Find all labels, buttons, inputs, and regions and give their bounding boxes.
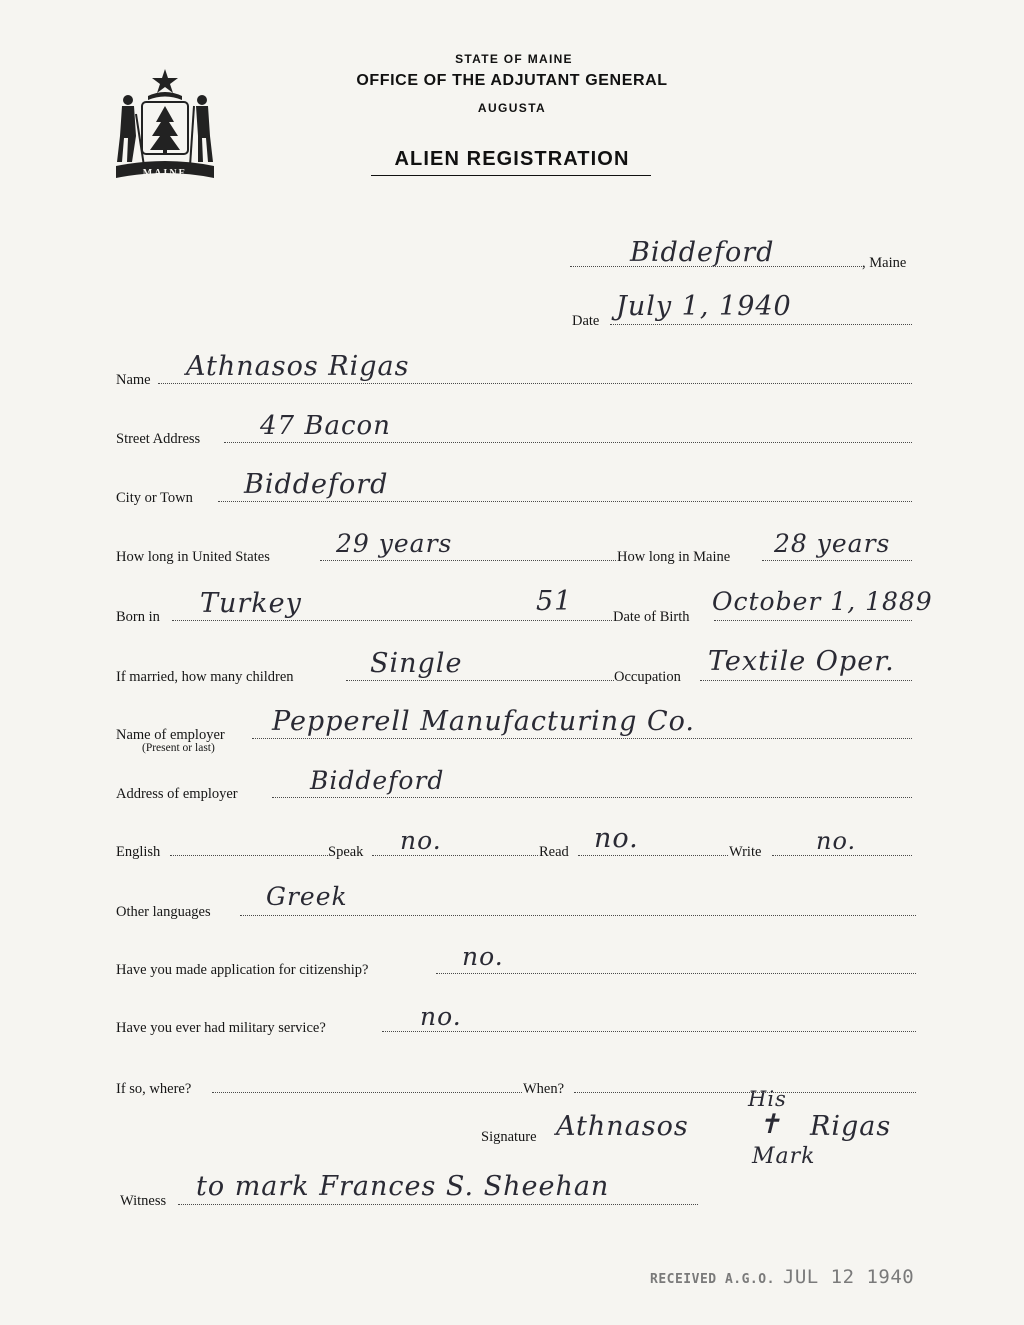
write-value: no.: [816, 827, 857, 855]
how-long-maine-label: How long in Maine: [617, 549, 731, 565]
occupation-dotted-line: [700, 680, 912, 681]
date-label: Date: [572, 313, 600, 329]
born-in-label: Born in: [116, 609, 160, 625]
witness-dotted-line: [178, 1204, 698, 1205]
signature-his-note: His: [748, 1087, 787, 1111]
married-children-label: If married, how many children: [116, 669, 294, 685]
how-long-us-label: How long in United States: [116, 549, 270, 565]
state-heading: STATE OF MAINE: [455, 52, 573, 66]
signature-last-value: Rigas: [810, 1111, 892, 1142]
signature-cross-mark: ✝: [758, 1109, 782, 1140]
employer-name-value: Pepperell Manufacturing Co.: [272, 706, 696, 737]
occupation-label: Occupation: [614, 669, 681, 685]
received-stamp: [650, 1266, 914, 1288]
name-value: Athnasos Rigas: [186, 351, 410, 382]
other-languages-dotted-line: [240, 915, 916, 916]
employer-name-label: Name of employer: [116, 727, 225, 743]
name-label: Name: [116, 372, 151, 388]
received-stamp-date: JUL 12 1940: [782, 1266, 915, 1288]
town-value: Biddeford: [630, 237, 775, 268]
other-languages-value: Greek: [266, 882, 348, 911]
signature-label: Signature: [481, 1129, 537, 1145]
witness-label: Witness: [120, 1193, 167, 1209]
form-title: ALIEN REGISTRATION: [394, 148, 630, 170]
speak-label: Speak: [328, 844, 364, 860]
read-value: no.: [594, 823, 639, 854]
street-address-label: Street Address: [116, 431, 201, 447]
office-heading: OFFICE OF THE ADJUTANT GENERAL: [356, 72, 668, 89]
witness-value: to mark Frances S. Sheehan: [196, 1171, 610, 1202]
other-languages-label: Other languages: [116, 904, 211, 920]
seal-banner-text: MAINE: [142, 168, 188, 179]
if-so-where-label: If so, where?: [116, 1081, 192, 1097]
citizenship-dotted-line: [436, 973, 916, 974]
military-label: Have you ever had military service?: [116, 1020, 326, 1036]
date-of-birth-dotted-line: [714, 620, 912, 621]
city-heading: AUGUSTA: [477, 101, 547, 115]
how-long-maine-value: 28 years: [774, 529, 891, 558]
born-in-value: Turkey: [200, 588, 302, 619]
date-of-birth-label: Date of Birth: [613, 609, 690, 625]
employer-address-label: Address of employer: [116, 786, 238, 802]
received-stamp-label: RECEIVED A.G.O.: [650, 1272, 775, 1287]
military-dotted-line: [382, 1031, 916, 1032]
city-or-town-value: Biddeford: [244, 469, 389, 500]
employer-name-note: (Present or last): [142, 742, 215, 754]
citizenship-value: no.: [462, 942, 504, 971]
age-value: 51: [536, 586, 573, 617]
date-value: July 1, 1940: [616, 291, 792, 322]
military-value: no.: [420, 1002, 462, 1031]
english-label: English: [116, 844, 161, 860]
speak-dotted-line: [372, 855, 538, 856]
title-underline: [371, 175, 651, 176]
signature-mark-note: Mark: [752, 1144, 816, 1169]
date-dotted-line: [610, 324, 912, 325]
write-label: Write: [729, 844, 762, 860]
city-or-town-label: City or Town: [116, 490, 193, 506]
english-dotted-line: [170, 855, 328, 856]
street-address-value: 47 Bacon: [260, 411, 391, 441]
when-label: When?: [523, 1081, 565, 1097]
date-of-birth-value: October 1, 1889: [712, 587, 933, 616]
maine-label: , Maine: [862, 255, 907, 271]
how-long-us-value: 29 years: [336, 529, 453, 558]
employer-address-value: Biddeford: [310, 766, 445, 795]
if-so-where-dotted-line: [212, 1092, 522, 1093]
citizenship-label: Have you made application for citizenship?: [116, 962, 369, 978]
signature-first-value: Athnasos: [556, 1111, 689, 1142]
read-label: Read: [539, 844, 569, 860]
occupation-value: Textile Oper.: [708, 646, 895, 677]
when-dotted-line: [574, 1092, 916, 1093]
married-children-value: Single: [370, 648, 463, 679]
speak-value: no.: [400, 826, 442, 855]
